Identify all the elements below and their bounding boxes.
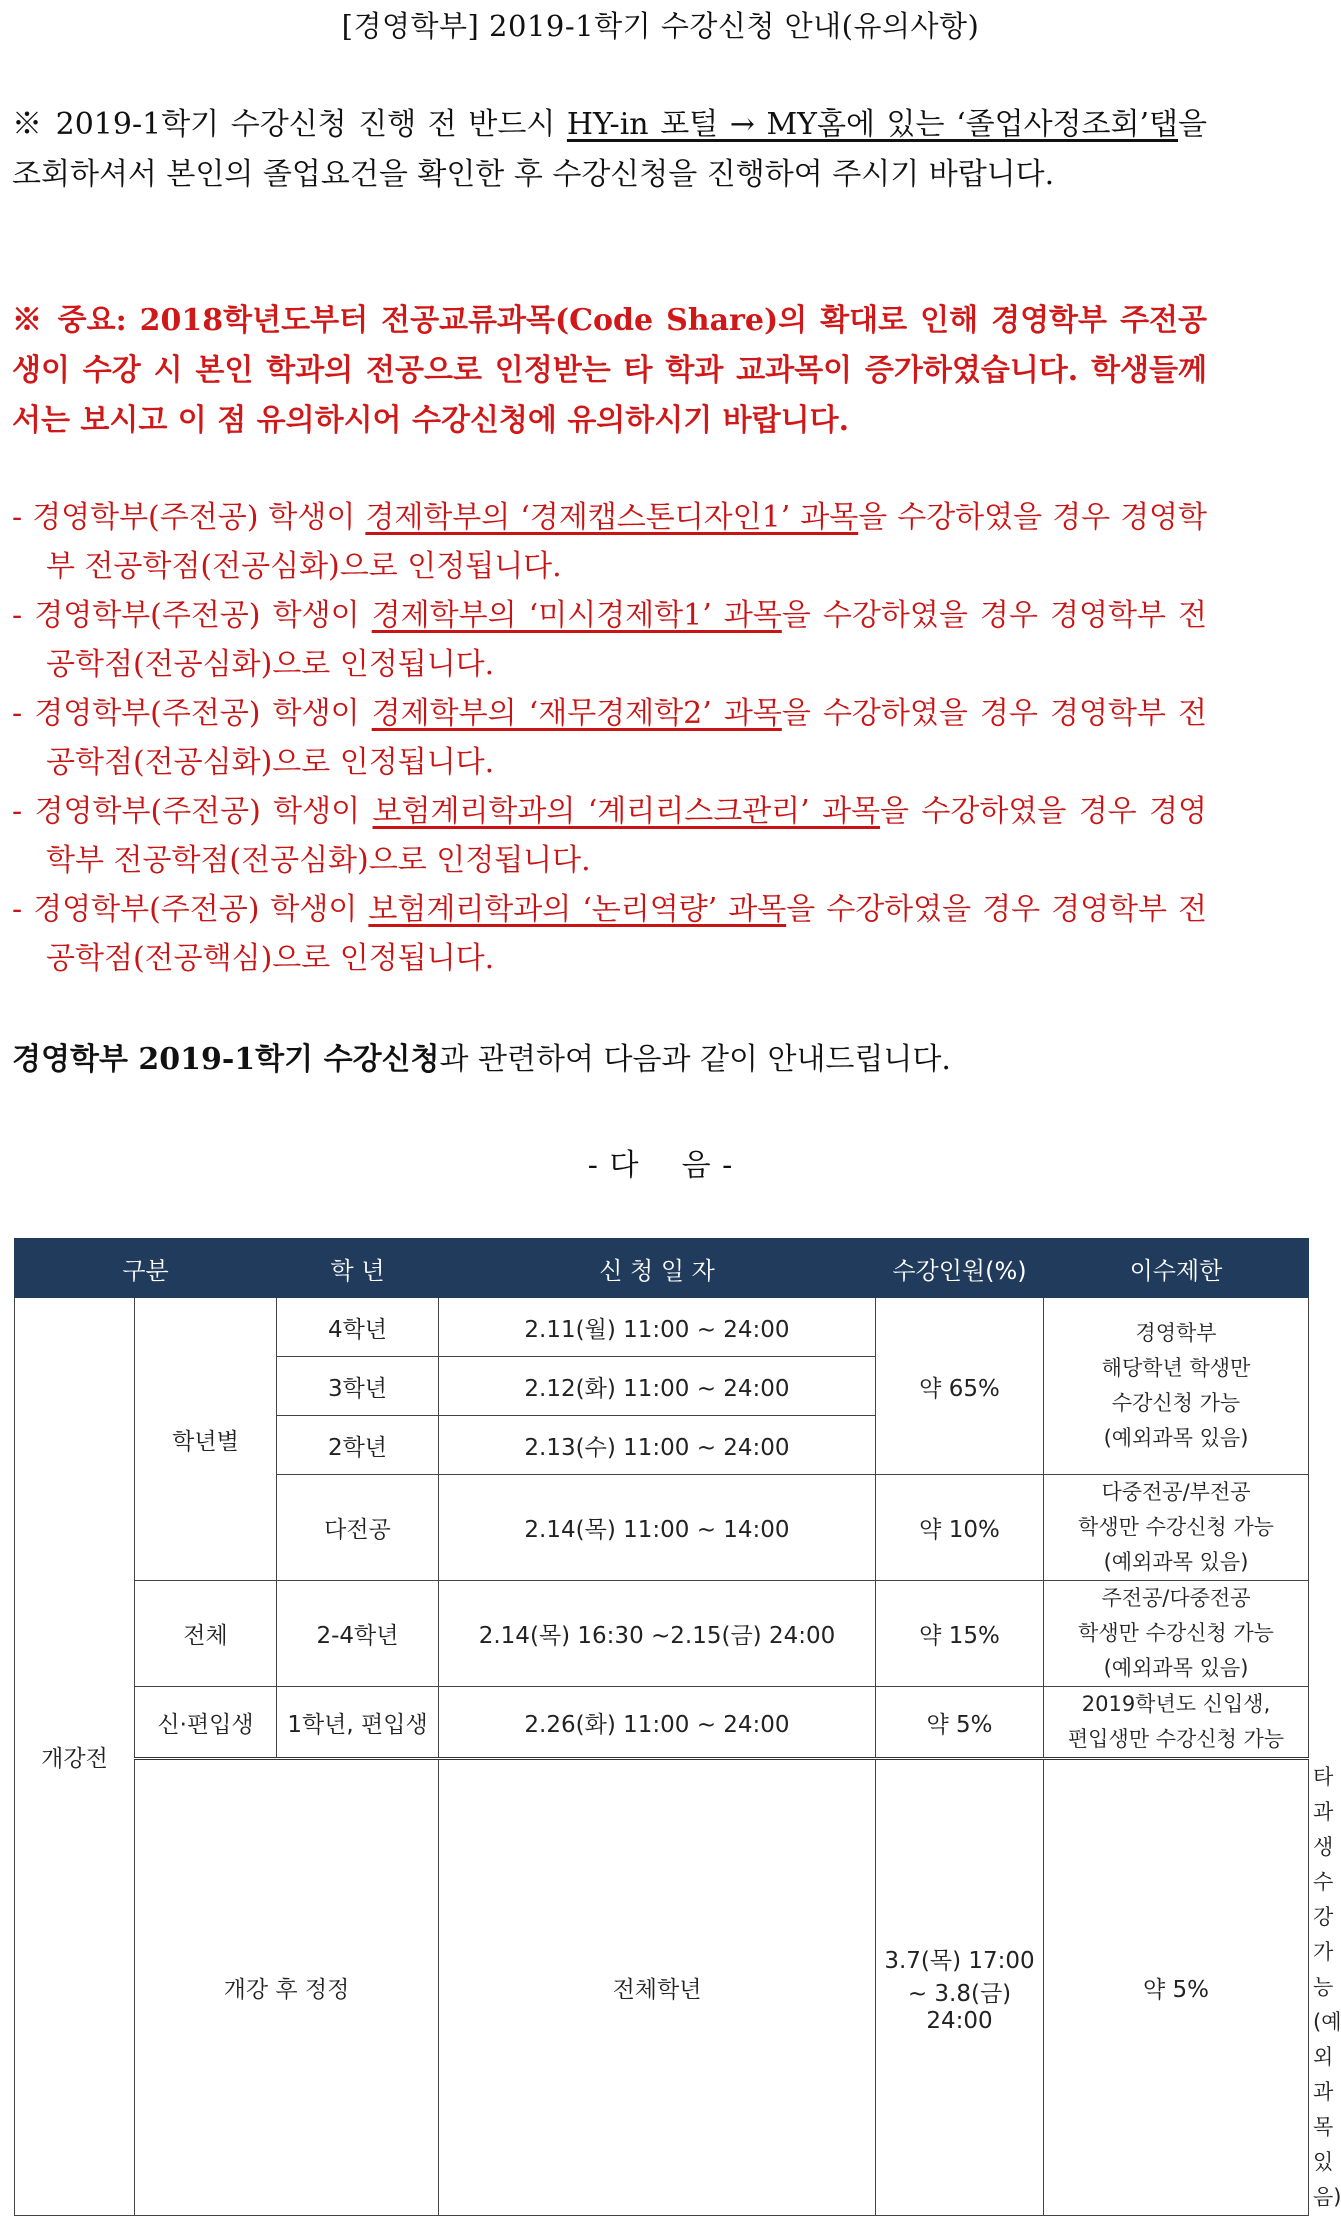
limit-line: 다중전공/부전공 [1101,1480,1251,1504]
limit-line: 경영학부 [1135,1321,1217,1345]
cell-percent: 약 15% [876,1581,1044,1687]
cell-limit [1044,1581,1309,1687]
list-item [12,885,1207,983]
cell-before-semester: 개강전 [15,1298,135,2216]
section-separator: - 다 음 - [587,1148,734,1183]
bullet-prefix: - 경영학부(주전공) 학생이 [12,500,366,535]
cell-date: 2.11(월) 11:00 ~ 24:00 [439,1298,876,1357]
cell-year: 3학년 [277,1357,439,1416]
limit-line: (예외과목 있음) [1103,1550,1249,1574]
cell-year: 다전공 [277,1475,439,1581]
cell-limit [1044,1475,1309,1581]
intro-rest: 과 관련하여 다음과 같이 안내드립니다. [439,1042,951,1077]
bullet-prefix: - 경영학부(주전공) 학생이 [12,794,373,829]
table-row [15,1298,1309,1357]
cell-year: 전체학년 [439,1759,876,2216]
limit-line: 수강신청 가능 [1111,1391,1241,1415]
header-year: 학 년 [277,1239,439,1298]
cell-all: 전체 [135,1581,277,1687]
notice1-post: 을 조회하셔서 본인의 졸업요건을 확인한 후 수강신청을 진행하여 주시기 바랍니다. [12,107,1207,192]
notice1-portal-path: HY-in 포털 → MY홈에 있는 ‘졸업사정조회’탭 [566,107,1179,142]
cell-after-semester: 개강 후 정정 [135,1759,439,2216]
code-share-course-list [12,493,1207,983]
bullet-suffix: 을 수강하였을 경우 경영학부 전공학점(전공심화)으로 인정됩니다. [46,696,1207,780]
cell-percent: 약 65% [876,1298,1044,1475]
header-limit: 이수제한 [1044,1239,1309,1298]
limit-line: 학생만 수강신청 가능 [1078,1621,1274,1645]
cell-limit [1044,1687,1309,1759]
cell-date: 3.7(목) 17:00 ~ 3.8(금) 24:00 [876,1759,1044,2216]
notice-graduation-check [12,100,1207,200]
cell-percent: 약 5% [876,1687,1044,1759]
limit-line: 2019학년도 신입생, [1081,1692,1271,1716]
cell-date: 2.13(수) 11:00 ~ 24:00 [439,1416,876,1475]
table-row [15,1687,1309,1759]
limit-line: (예외과목 있음) [1103,1426,1249,1450]
cell-new-transfer: 신·편입생 [135,1687,277,1759]
bullet-suffix: 을 수강하였을 경우 경영학부 전공학점(전공심화)으로 인정됩니다. [46,794,1208,878]
bullet-suffix: 을 수강하였을 경우 경영학부 전공학점(전공심화)으로 인정됩니다. [46,598,1207,682]
cell-percent: 약 5% [1044,1759,1309,2216]
bullet-suffix: 을 수강하였을 경우 경영학부 전공학점(전공핵심)으로 인정됩니다. [46,892,1207,976]
table-row [15,1581,1309,1687]
bullet-prefix: - 경영학부(주전공) 학생이 [12,892,369,927]
cell-year: 1학년, 편입생 [277,1687,439,1759]
bullet-course: 경제학부의 ‘미시경제학1’ 과목 [371,598,782,633]
header-percent: 수강인원(%) [876,1239,1044,1298]
bullet-suffix: 을 수강하였을 경우 경영학부 전공학점(전공심화)으로 인정됩니다. [46,500,1208,584]
limit-line: (예외과목 있음) [1103,1656,1249,1680]
page-title: [경영학부] 2019-1학기 수강신청 안내(유의사항) [341,9,980,43]
bullet-course: 보험계리학과의 ‘논리역량’ 과목 [368,892,787,927]
list-item [12,493,1207,591]
cell-year: 4학년 [277,1298,439,1357]
cell-by-year: 학년별 [135,1298,277,1581]
bullet-prefix: - 경영학부(주전공) 학생이 [12,696,372,731]
list-item [12,591,1207,689]
bullet-prefix: - 경영학부(주전공) 학생이 [12,598,372,633]
cell-year: 2-4학년 [277,1581,439,1687]
table-header-row [15,1239,1309,1298]
bullet-course: 경제학부의 ‘경제캡스톤디자인1’ 과목 [365,500,859,535]
cell-date: 2.12(화) 11:00 ~ 24:00 [439,1357,876,1416]
intro-bold: 경영학부 2019-1학기 수강신청 [12,1042,440,1077]
cell-date: 2.14(목) 16:30 ~2.15(금) 24:00 [439,1581,876,1687]
bullet-course: 보험계리학과의 ‘계리리스크관리’ 과목 [372,794,881,829]
limit-line: 학생만 수강신청 가능 [1078,1515,1274,1539]
table-row: 개강 후 정정 전체학년 3.7(목) 17:00 ~ 3.8(금) 24:00 약 5% 타과생 수강가능 (예외과목 있음) [15,1759,1309,2216]
list-item [12,689,1207,787]
registration-schedule-table [14,1238,1341,2216]
limit-line: 해당학년 학생만 [1101,1356,1251,1380]
cell-limit [1044,1298,1309,1475]
cell-percent: 약 10% [876,1475,1044,1581]
list-item [12,787,1207,885]
header-category: 구분 [15,1239,277,1298]
limit-line: 편입생만 수강신청 가능 [1067,1727,1285,1751]
cell-year: 2학년 [277,1416,439,1475]
intro-sentence [12,1035,951,1085]
notice1-pre: ※ 2019-1학기 수강신청 진행 전 반드시 [12,107,567,142]
bullet-course: 경제학부의 ‘재무경제학2’ 과목 [371,696,782,731]
notice-important-code-share: ※ 중요: 2018학년도부터 전공교류과목(Code Share)의 확대로 인해 경영학부 주전공생이 수강 시 본인 학과의 전공으로 인정받는 타 학과 교과목이 증가하였습니다. 학생들께서는 보시고 이 점 유의하시어 수강신청에 유의하시기 바랍니다. [12,303,1207,438]
cell-date: 2.26(화) 11:00 ~ 24:00 [439,1687,876,1759]
header-date: 신 청 일 자 [439,1239,876,1298]
cell-date: 2.14(목) 11:00 ~ 14:00 [439,1475,876,1581]
limit-line: 주전공/다중전공 [1101,1586,1251,1610]
